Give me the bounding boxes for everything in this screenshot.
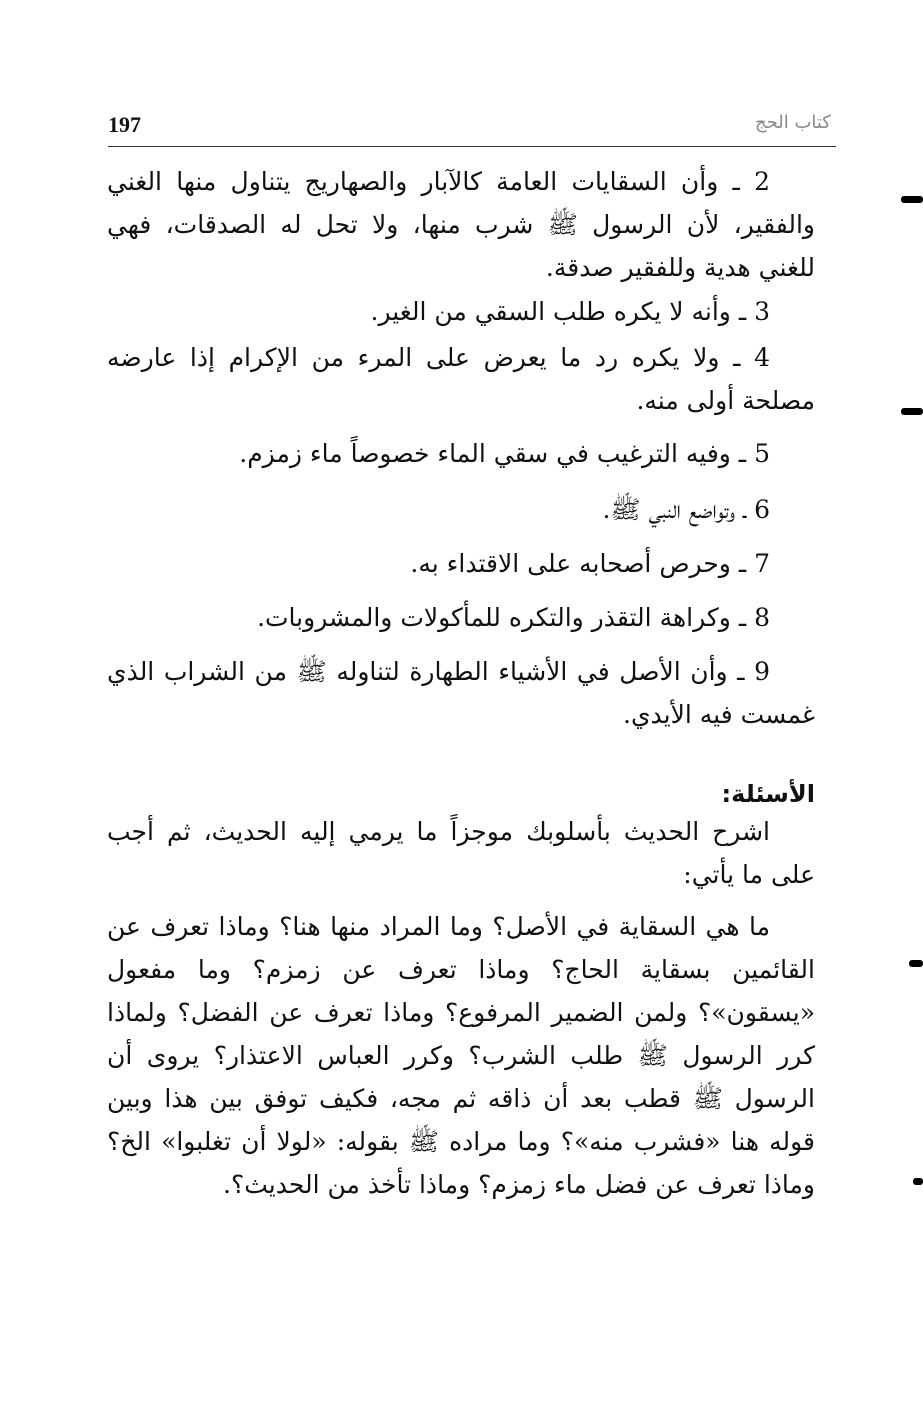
questions-body: ما هي السقاية في الأصل؟ وما المراد منها هنا؟ وماذا تعرف عن القائمين بسقاية الحاج؟ وماذا تعرف عن زمزم؟ وما مفعول «يسقون»؟ ولمن الضمير المرفوع؟ وماذا تعرف عن الفضل؟ ولماذا كرر الرسول ﷺ طلب الشرب؟ وكرر العباس الاعتذار؟ يروى أن الرسول ﷺ قطب بعد أن ذاقه ثم مجه، فكيف توفق بين هذا وبين قوله هنا «فشرب منه»؟ وما مراده ﷺ بقوله: «لولا أن تغلبوا» الخ؟ وماذا تعرف عن فضل ماء زمزم؟ وماذا تأخذ من الحديث؟. bbox=[107, 912, 815, 1199]
margin-mark bbox=[913, 1178, 923, 1185]
point-8: 8 ـ وكراهة التقذر والتكره للمأكولات والمشروبات. bbox=[257, 603, 770, 632]
margin-mark bbox=[901, 408, 923, 415]
point-5: 5 ـ وفيه الترغيب في سقي الماء خصوصاً ماء زمزم. bbox=[239, 439, 770, 468]
running-head: كتاب الحج bbox=[755, 112, 831, 133]
point-6: 6 ـ وتواضع النبي ﷺ. bbox=[602, 495, 770, 524]
point-4: 4 ـ ولا يكره رد ما يعرض على المرء من الإكرام إذا عارضه مصلحة أولى منه. bbox=[107, 343, 815, 415]
point-9: 9 ـ وأن الأصل في الأشياء الطهارة لتناوله ﷺ من الشراب الذي غمست فيه الأيدي. bbox=[107, 657, 815, 729]
questions-intro: اشرح الحديث بأسلوبك موجزاً ما يرمي إليه الحديث، ثم أجب على ما يأتي: bbox=[107, 817, 815, 889]
header-rule bbox=[108, 146, 836, 147]
page-number: 197 bbox=[108, 112, 141, 137]
margin-mark bbox=[909, 960, 923, 967]
margin-mark bbox=[901, 196, 923, 203]
questions-heading: الأسئلة: bbox=[721, 780, 815, 808]
point-7: 7 ـ وحرص أصحابه على الاقتداء به. bbox=[410, 549, 770, 578]
point-2: 2 ـ وأن السقايات العامة كالآبار والصهاريج يتناول منها الغني والفقير، لأن الرسول ﷺ شرب منها، ولا تحل له الصدقات، فهي للغني هدية وللفقير صدقة. bbox=[107, 167, 815, 282]
point-3: 3 ـ وأنه لا يكره طلب السقي من الغير. bbox=[370, 297, 770, 326]
